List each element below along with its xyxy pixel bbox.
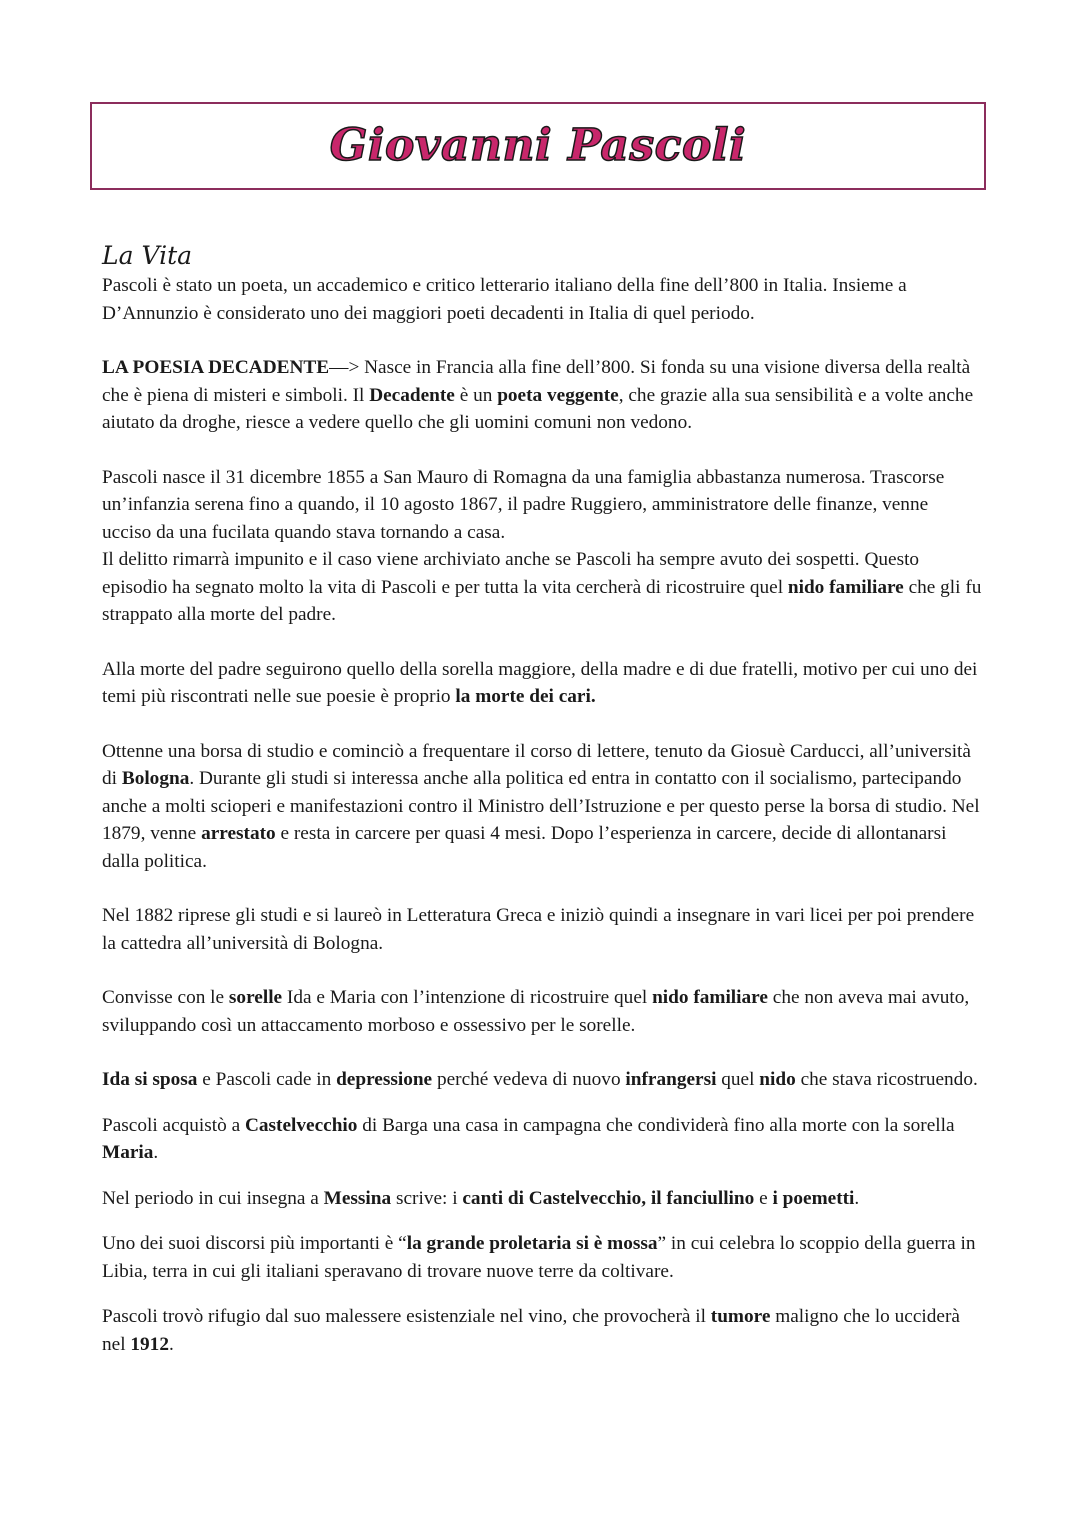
bold-text: poeta veggente: [497, 384, 619, 406]
paragraph-intro: Pascoli è stato un poeta, un accademico e critico letterario italiano della fine dell’800 in Italia. Insieme a D’Annunzio è considerato uno dei maggiori poeti decadenti in Italia di quel periodo.: [102, 275, 907, 324]
bold-text: la grande proletaria si è mossa: [406, 1233, 658, 1254]
bold-text: infrangersi: [625, 1069, 717, 1090]
text-run: Il delitto rimarrà impunito e il caso viene archiviato anche se Pascoli ha sempre avuto dei sospetti. Questo episodio ha segnato molto la vita di Pascoli e per tutta la vita cercherà di ricostruire quel: [102, 549, 920, 598]
text-run: che non aveva mai avuto, sviluppando così un attaccamento morboso e ossessivo per le sorelle.: [102, 987, 970, 1036]
text-run: . Durante gli studi si interessa anche alla politica ed entra in contatto con il socialismo, partecipando anche a molti scioperi e manifestazioni contro il Ministro dell’Istruzione e per questo perse la borsa di studio. Nel 1879, venne: [102, 768, 980, 844]
document-body: [102, 240, 982, 1358]
text-run: che stava ricostruendo.: [795, 1069, 978, 1090]
text-run: ” in cui celebra lo scoppio della guerra in Libia, terra in cui gli italiani speravano di trovare nuove terre da coltivare.: [102, 1233, 976, 1282]
paragraph-graduation: Nel 1882 riprese gli studi e si laureò in Letteratura Greca e iniziò quindi a insegnare in vari licei per poi prendere la cattedra all’università di Bologna.: [102, 905, 975, 954]
paragraph-family-deaths: [102, 656, 982, 711]
text-run: .: [854, 1187, 860, 1209]
paragraph-birth: Pascoli nasce il 31 dicembre 1855 a San Mauro di Romagna da una famiglia abbastanza numerosa. Trascorse un’infanzia serena fino a quando, il 10 agosto 1867, il padre Ruggiero, amministratore delle finanze, venne ucciso da una fucilata quando stava tornando a casa.: [102, 466, 945, 543]
text-run: di Barga una casa in campagna che condividerà fino alla morte con la sorella: [357, 1114, 955, 1136]
paragraph-university: [102, 738, 982, 876]
text-run: quel: [716, 1069, 760, 1090]
bold-text: LA POESIA DECADENTE: [102, 357, 330, 378]
text-run: che gli fu strappato alla morte del padre.: [102, 576, 982, 625]
paragraph-death: [102, 1303, 982, 1358]
text-run: maligno che lo ucciderà nel: [102, 1306, 960, 1355]
text-run: —> Nasce in Francia alla fine dell’800. Si fonda su una visione diversa della realtà che è piena di misteri e simboli. Il: [102, 357, 971, 406]
text-run: Ottenne una borsa di studio e cominciò a frequentare il corso di lettere, tenuto da Giosuè Carducci, all’università di: [102, 740, 971, 789]
text-run: Nel periodo in cui insegna a: [102, 1187, 324, 1209]
title-box: [90, 102, 986, 190]
text-run: Uno dei suoi discorsi più importanti è “: [102, 1233, 407, 1254]
text-run: e Pascoli cade in: [197, 1069, 337, 1090]
bold-text: Bologna: [121, 768, 190, 789]
text-run: Ida e Maria con l’intenzione di ricostruire quel: [282, 987, 653, 1008]
section-heading: La Vita: [102, 241, 193, 270]
text-run: e resta in carcere per quasi 4 mesi. Dopo l’esperienza in carcere, decide di allontanarsi dalla politica.: [102, 823, 947, 872]
text-run: .: [153, 1142, 159, 1163]
bold-text: nido: [759, 1069, 796, 1090]
bold-text: la morte dei cari.: [455, 686, 596, 707]
bold-text: i poemetti: [772, 1187, 855, 1209]
paragraph-depression: [102, 1066, 982, 1094]
paragraph-speech: [102, 1230, 982, 1285]
bold-text: arrestato: [201, 823, 276, 844]
bold-text: Maria: [102, 1142, 154, 1163]
text-run: Pascoli acquistò a: [102, 1114, 245, 1136]
text-run: scrive: i: [391, 1187, 463, 1209]
bold-text: 1912: [130, 1333, 169, 1355]
bold-text: Ida si sposa: [102, 1069, 198, 1090]
document-title: Giovanni Pascoli: [329, 120, 747, 171]
text-run: e: [754, 1187, 773, 1209]
text-run: Pascoli trovò rifugio dal suo malessere esistenziale nel vino, che provocherà il: [102, 1306, 711, 1327]
paragraph-crime: [102, 546, 982, 629]
text-run: Convisse con le: [102, 987, 229, 1008]
paragraph-castelvecchio: [102, 1112, 982, 1167]
text-run: è un: [454, 384, 498, 406]
text-run: Alla morte del padre seguirono quello della sorella maggiore, della madre e di due fratelli, motivo per cui uno dei temi più riscontrati nelle sue poesie è proprio: [102, 658, 978, 707]
paragraph-sisters: [102, 984, 982, 1039]
bold-text: Castelvecchio: [244, 1114, 358, 1136]
bold-text: canti di Castelvecchio, il fanciullino: [462, 1187, 755, 1209]
bold-text: depressione: [336, 1069, 433, 1090]
bold-text: tumore: [710, 1306, 771, 1327]
paragraph-messina: [102, 1185, 982, 1213]
bold-text: Decadente: [369, 384, 455, 406]
bold-text: Messina: [323, 1187, 392, 1209]
text-run: , che grazie alla sua sensibilità e a volte anche aiutato da droghe, riesce a vedere quello che gli uomini comuni non vedono.: [102, 384, 974, 433]
bold-text: nido familiare: [787, 576, 904, 598]
text-run: .: [168, 1333, 174, 1355]
paragraph-decadent-poetry: [102, 354, 982, 437]
text-run: perché vedeva di nuovo: [432, 1069, 626, 1090]
bold-text: sorelle: [228, 987, 283, 1008]
bold-text: nido familiare: [652, 987, 768, 1008]
